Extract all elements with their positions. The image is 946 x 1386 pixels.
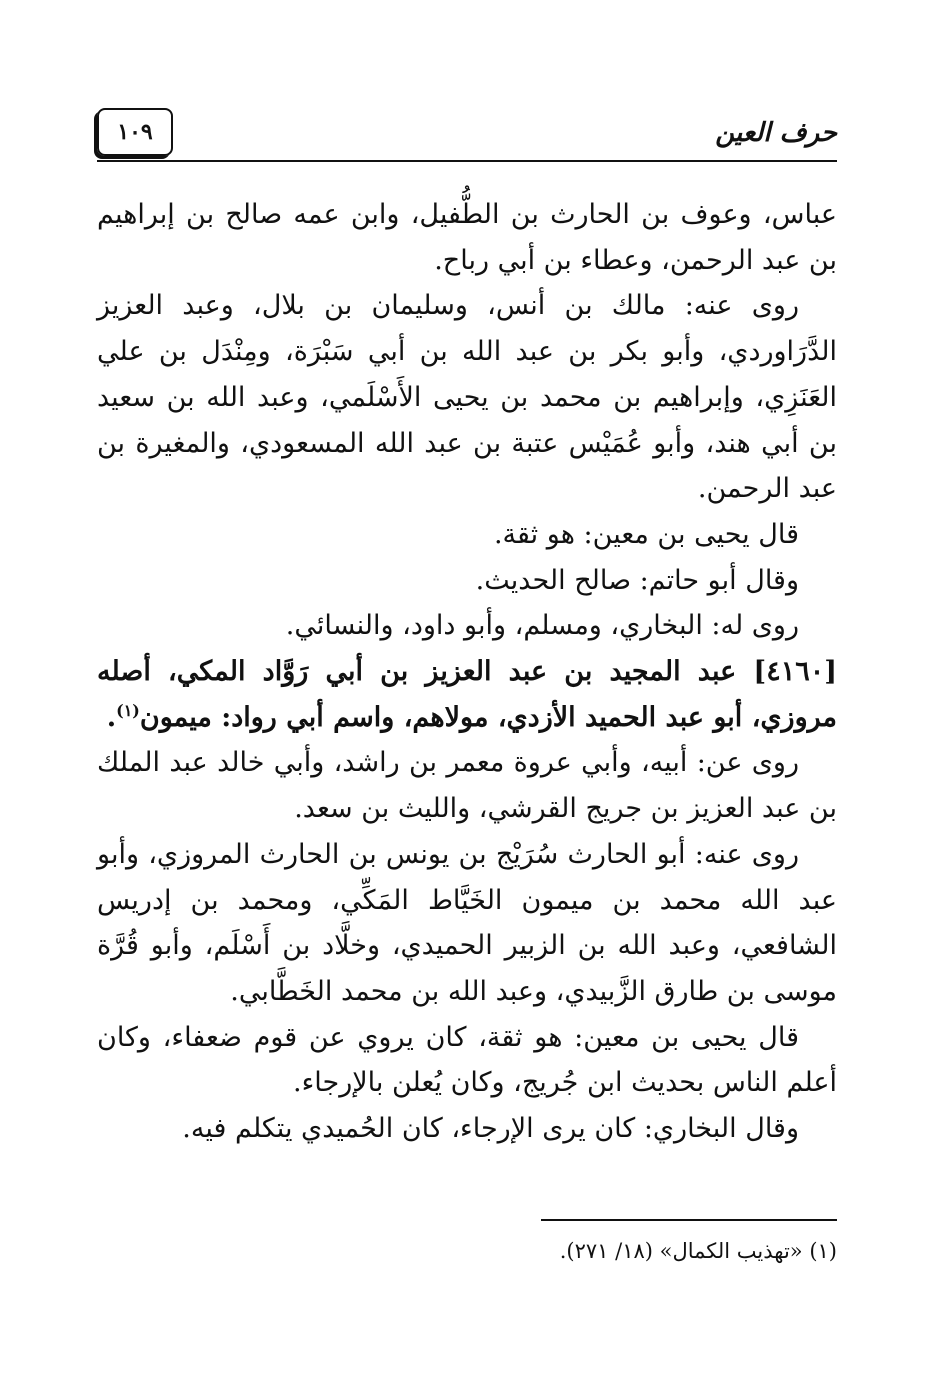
footnote-rule: [541, 1219, 837, 1221]
footnote-reference[interactable]: (١): [116, 700, 140, 720]
main-text: [97, 192, 837, 1152]
paragraph-narrators-from-him: روى عنه: مالك بن أنس، وسليمان بن بلال، وعبد العزيز الدَّرَاوردي، وأبو بكر بن عبد الله بن أبي سَبْرَة، ومِنْدَل بن علي العَنَزِي، وإبراهيم بن محمد بن يحيى الأَسْلَمي، وعبد الله بن سعيد بن أبي هند، وأبو عُمَيْس عتبة بن عبد الله المسعودي، والمغيرة بن عبد الرحمن.: [97, 290, 837, 505]
paragraph-narrators-from-him-2: روى عنه: أبو الحارث سُرَيْج بن يونس بن الحارث المروزي، وأبو عبد الله محمد بن ميمون الخَيَّاط المَكِّي، ومحمد بن إدريس الشافعي، وعبد الله بن الزبير الحميدي، وخلَّاد بن أَسْلَم، وأبو قُرَّة موسى بن طارق الزَّبيدي، وعبد الله بن محمد الخَطَّابي.: [97, 838, 837, 1007]
paragraph-abu-hatim-opinion: وقال أبو حاتم: صالح الحديث.: [475, 564, 799, 596]
paragraph-ibn-main-opinion-2: قال يحيى بن معين: هو ثقة، كان يروي عن قوم ضعفاء، وكان أعلم الناس بحديث ابن جُريج، وكان يُعلن بالإرجاء.: [97, 1021, 837, 1099]
footnote: (١) «تهذيب الكمال» (١٨/ ٢٧١).: [559, 1239, 837, 1263]
paragraph-narrated-by: روى له: البخاري، ومسلم، وأبو داود، والنسائي.: [285, 610, 799, 642]
entry-heading: [97, 649, 837, 740]
header-rule: [97, 160, 837, 162]
paragraph-bukhari-opinion: وقال البخاري: كان يرى الإرجاء، كان الحُميدي يتكلم فيه.: [182, 1113, 799, 1145]
paragraph-narrated-from: روى عن: أبيه، وأبي عروة معمر بن راشد، وأبي خالد عبد الملك بن عبد العزيز بن جريج القرشي، والليث بن سعد.: [97, 747, 837, 825]
paragraph-continuation: عباس، وعوف بن الحارث بن الطُّفيل، وابن عمه صالح بن إبراهيم بن عبد الرحمن، وعطاء بن أبي رباح.: [97, 199, 837, 276]
entry-heading-text: [٤١٦٠] عبد المجيد بن عبد العزيز بن أبي رَوَّاد المكي، أصله مروزي، أبو عبد الحميد الأزدي، مولاهم، واسم أبي رواد: ميمون: [97, 656, 837, 733]
page-header: [97, 100, 837, 162]
running-title: حرف العين: [715, 118, 837, 148]
entry-heading-end: .: [106, 701, 117, 733]
paragraph-ibn-main-opinion: قال يحيى بن معين: هو ثقة.: [493, 518, 799, 550]
page-number: ١٠٩: [97, 108, 173, 156]
